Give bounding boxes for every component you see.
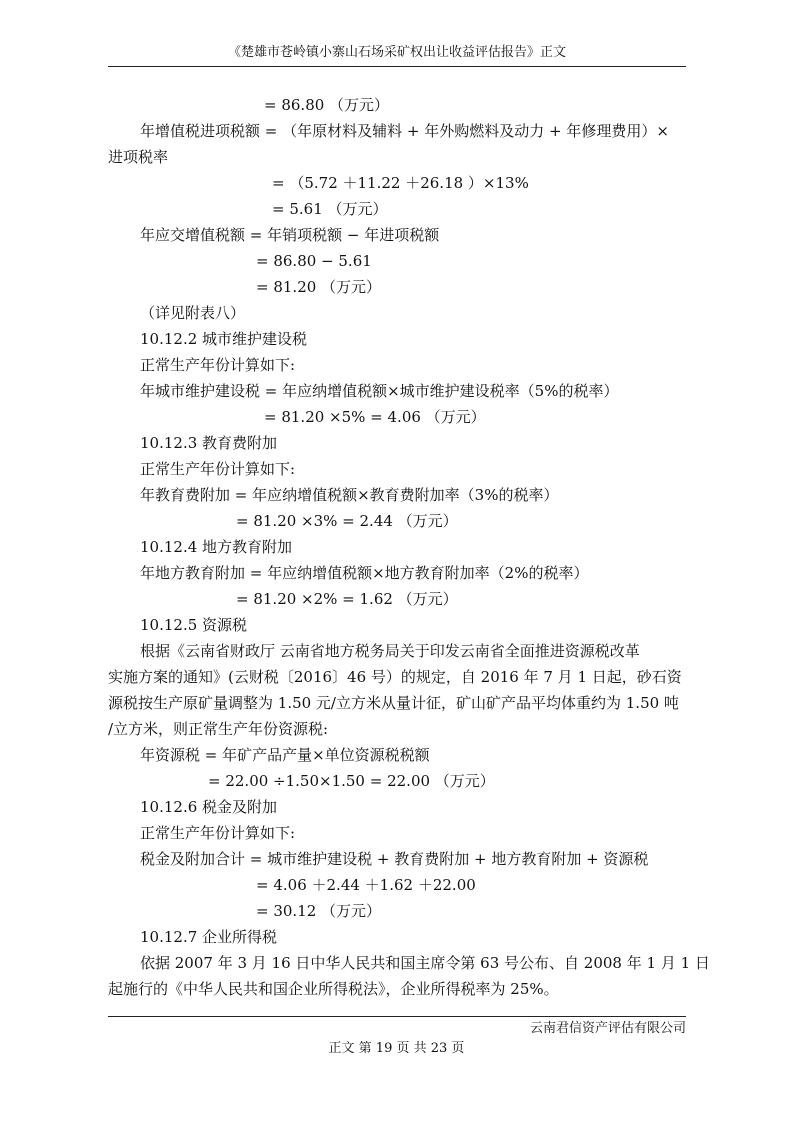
text-line: 年资源税 = 年矿产品产量×单位资源税税额 [140,746,430,764]
text-line: = 5.61 （万元） [272,200,388,218]
text-line: （详见附表八） [140,304,246,322]
text-line: = 30.12 （万元） [256,902,382,920]
section-heading: 10.12.7 企业所得税 [140,928,278,946]
text-line: 正常生产年份计算如下: [140,356,296,374]
company-name: 云南君信资产评估有限公司 [529,1021,686,1036]
text-line: = 86.80 （万元） [264,96,390,114]
text-line: = （5.72 ＋11.22 ＋26.18 ）×13% [272,174,529,192]
text-line: = 81.20 ×2% = 1.62 （万元） [236,590,458,608]
text-line: = 81.20 （万元） [256,278,382,296]
text-line: 年应交增值税额 = 年销项税额 − 年进项税额 [140,226,440,244]
text-line: 起施行的《中华人民共和国企业所得税法》，企业所得税率为 25%。 [108,980,559,998]
text-line: = 22.00 ÷1.50×1.50 = 22.00 （万元） [208,772,495,790]
text-line: 源税按生产原矿量调整为 1.50 元/立方米从量计征，矿山矿产品平均体重约为 1.50 吨 [108,694,679,712]
text-line: 根据《云南省财政厅 云南省地方税务局关于印发云南省全面推进资源税改革 [140,642,640,660]
text-line: 正常生产年份计算如下: [140,824,296,842]
text-line: 进项税率 [108,148,169,166]
footer-divider [108,1016,686,1017]
section-heading: 10.12.6 税金及附加 [140,798,278,816]
text-line: 年城市维护建设税 = 年应纳增值税额×城市维护建设税率（5%的税率） [140,382,619,400]
text-line: = 4.06 ＋2.44 ＋1.62 ＋22.00 [256,876,476,894]
text-line: 年增值税进项税额 = （年原材料及辅料 + 年外购燃料及动力 + 年修理费用）× [140,122,669,140]
section-heading: 10.12.5 资源税 [140,616,248,634]
header-divider [108,66,686,67]
text-line: = 81.20 ×3% = 2.44 （万元） [236,512,458,530]
section-heading: 10.12.2 城市维护建设税 [140,330,308,348]
text-line: = 81.20 ×5% = 4.06 （万元） [264,408,486,426]
text-line: /立方米，则正常生产年份资源税: [108,720,329,738]
text-line: 年教育费附加 = 年应纳增值税额×教育费附加率（3%的税率） [140,486,559,504]
text-line: 依据 2007 年 3 月 16 日中华人民共和国主席令第 63 号公布、自 2008 年 1 月 1 日 [140,954,710,972]
section-heading: 10.12.3 教育费附加 [140,434,278,452]
page-number: 正文 第 19 页 共 23 页 [328,1041,465,1056]
section-heading: 10.12.4 地方教育附加 [140,538,293,556]
text-line: = 86.80 − 5.61 [256,252,372,270]
text-line: 年地方教育附加 = 年应纳增值税额×地方教育附加率（2%的税率） [140,564,589,582]
page-header: 《楚雄市苍岭镇小寨山石场采矿权出让收益评估报告》正文 [227,45,566,60]
text-line: 正常生产年份计算如下: [140,460,296,478]
text-line: 税金及附加合计 = 城市维护建设税 + 教育费附加 + 地方教育附加 + 资源税 [140,850,649,868]
text-line: 实施方案的通知》(云财税〔2016〕46 号）的规定，自 2016 年 7 月 1 日起，砂石资 [108,668,682,686]
